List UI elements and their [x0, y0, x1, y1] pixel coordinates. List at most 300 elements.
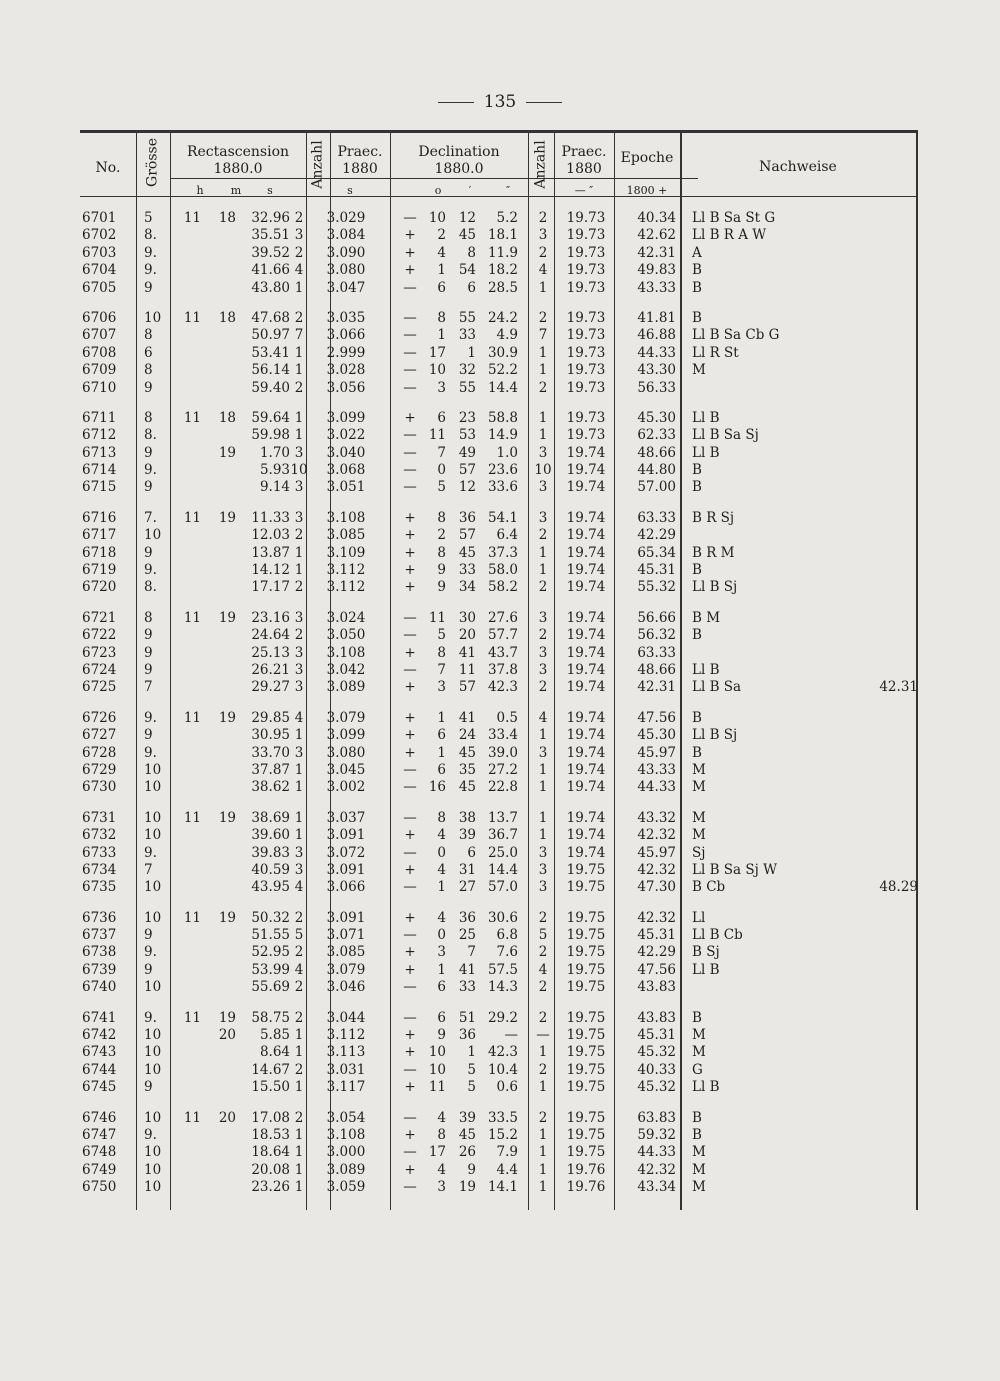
cell-epoch: 43.33	[637, 279, 676, 296]
table-row	[80, 979, 918, 996]
cell-star-number: 6701	[82, 210, 117, 226]
cell-dec-minutes: 55	[458, 309, 476, 326]
cell-star-number: 6722	[82, 627, 117, 644]
cell-dec-precession: 19.74	[566, 727, 606, 744]
cell-dec-sign: —	[403, 1179, 417, 1196]
cell-dec-degrees: 1	[437, 709, 446, 726]
cell-dec-count: 3	[538, 661, 548, 678]
cell-star-number: 6728	[82, 744, 117, 761]
cell-dec-degrees: 1	[437, 327, 446, 344]
cell-ra-count: 3	[294, 479, 304, 496]
cell-references: M	[692, 779, 706, 796]
cell-ra-seconds: 43.95	[251, 879, 290, 896]
cell-magnitude: 9.	[144, 944, 157, 961]
cell-dec-precession: 19.74	[566, 761, 606, 778]
cell-ra-precession: 3.051	[326, 479, 366, 496]
table-row	[80, 479, 918, 496]
cell-epoch: 45.32	[637, 1044, 676, 1061]
cell-dec-seconds: 7.9	[496, 1144, 518, 1161]
cell-ra-count: 3	[294, 744, 304, 761]
cell-dec-precession: 19.74	[566, 627, 606, 644]
cell-ra-minutes: 18	[218, 210, 236, 226]
cell-ra-count: 2	[294, 527, 304, 544]
cell-ra-seconds: 39.83	[251, 844, 290, 861]
cell-references: B	[692, 744, 702, 761]
cell-dec-precession: 19.75	[566, 909, 606, 926]
table-row	[80, 345, 918, 362]
cell-dec-count: 3	[538, 227, 548, 244]
page-number-dash-left	[438, 102, 474, 103]
cell-ra-seconds: 1.70	[259, 444, 290, 461]
cell-references: Ll B Sa Cb G	[692, 327, 780, 344]
cell-ra-precession: 3.071	[326, 927, 366, 944]
cell-ra-seconds: 38.62	[251, 779, 290, 796]
cell-dec-seconds: 1.0	[496, 444, 518, 461]
cell-dec-seconds: 7.6	[496, 944, 518, 961]
cell-magnitude: 9	[144, 1079, 153, 1096]
cell-ra-precession: 3.091	[326, 827, 366, 844]
cell-epoch: 43.30	[637, 362, 676, 379]
cell-ra-count: 7	[294, 327, 304, 344]
cell-dec-precession: 19.75	[566, 944, 606, 961]
cell-dec-count: 1	[538, 362, 548, 379]
header-dec-m: ′	[468, 184, 472, 197]
cell-dec-sign: —	[403, 344, 417, 361]
cell-dec-minutes: 7	[467, 944, 476, 961]
cell-dec-degrees: 8	[437, 509, 446, 526]
cell-dec-count: 3	[538, 844, 548, 861]
cell-ra-hours: 11	[183, 609, 201, 626]
cell-references: Ll B R A W	[692, 227, 767, 244]
cell-dec-precession: 19.73	[566, 309, 606, 326]
cell-magnitude: 9.	[144, 1126, 157, 1143]
cell-dec-minutes: 36	[458, 1027, 476, 1044]
header-dec-s: ″	[505, 184, 511, 197]
cell-dec-degrees: 8	[437, 1126, 446, 1143]
cell-ra-hours: 11	[183, 909, 201, 926]
cell-ra-count: 2	[294, 944, 304, 961]
cell-magnitude: 10	[144, 909, 162, 926]
cell-epoch: 43.33	[637, 761, 676, 778]
cell-star-number: 6724	[82, 661, 117, 678]
cell-ra-count: 3	[294, 644, 304, 661]
header-ra-s: s	[267, 184, 273, 197]
cell-dec-count: 2	[538, 379, 548, 396]
cell-dec-sign: —	[403, 210, 417, 226]
cell-dec-sign: +	[404, 961, 416, 978]
cell-references: M	[692, 827, 706, 844]
row-group	[80, 1110, 918, 1197]
cell-dec-degrees: 0	[437, 844, 446, 861]
cell-dec-precession: 19.75	[566, 1126, 606, 1143]
cell-dec-count: 1	[538, 1179, 548, 1196]
table-row	[80, 762, 918, 779]
cell-ra-seconds: 14.67	[251, 1061, 290, 1078]
cell-ra-count: 1	[294, 1044, 304, 1061]
cell-star-number: 6704	[82, 262, 117, 279]
cell-epoch: 42.29	[637, 944, 676, 961]
cell-dec-minutes: 57	[458, 462, 476, 479]
cell-references: B R Sj	[692, 509, 735, 526]
cell-dec-minutes: 41	[458, 644, 476, 661]
cell-dec-sign: —	[403, 1109, 417, 1126]
cell-star-number: 6721	[82, 609, 117, 626]
cell-dec-precession: 19.75	[566, 1079, 606, 1096]
cell-dec-seconds: 58.0	[487, 562, 518, 579]
cell-ra-count: 3	[294, 609, 304, 626]
cell-ra-count: 1	[294, 727, 304, 744]
cell-ra-precession: 3.112	[326, 562, 366, 579]
cell-dec-degrees: 7	[437, 661, 446, 678]
cell-dec-sign: +	[404, 709, 416, 726]
cell-dec-degrees: 4	[437, 1161, 446, 1178]
cell-dec-seconds: 14.1	[487, 1179, 518, 1196]
cell-dec-count: 1	[538, 544, 548, 561]
cell-ra-count: 3	[294, 444, 304, 461]
table-row	[80, 1179, 918, 1196]
cell-dec-minutes: 1	[467, 344, 476, 361]
cell-star-number: 6748	[82, 1144, 117, 1161]
cell-dec-sign: —	[403, 927, 417, 944]
cell-dec-minutes: 36	[458, 909, 476, 926]
cell-dec-minutes: 39	[458, 1109, 476, 1126]
cell-dec-seconds: 42.3	[487, 679, 518, 696]
cell-dec-sign: —	[403, 362, 417, 379]
cell-ra-count: 10	[290, 462, 308, 479]
header-praec: Praec.	[337, 144, 383, 160]
cell-epoch: 45.31	[637, 927, 676, 944]
cell-ra-precession: 3.028	[326, 362, 366, 379]
cell-ra-count: 2	[294, 1061, 304, 1078]
cell-dec-precession: 19.73	[566, 262, 606, 279]
cell-ra-precession: 3.091	[326, 909, 366, 926]
cell-ra-precession: 3.002	[326, 779, 366, 796]
cell-dec-degrees: 3	[437, 679, 446, 696]
cell-dec-sign: —	[403, 1061, 417, 1078]
cell-epoch: 47.56	[637, 961, 676, 978]
cell-star-number: 6703	[82, 244, 117, 261]
cell-dec-precession: 19.73	[566, 427, 606, 444]
table-row	[80, 610, 918, 627]
cell-ra-count: 1	[294, 544, 304, 561]
cell-epoch: 42.32	[637, 1161, 676, 1178]
cell-dec-count: 2	[538, 944, 548, 961]
cell-dec-precession: 19.73	[566, 409, 606, 426]
cell-ra-count: 2	[294, 1009, 304, 1026]
table-row	[80, 1144, 918, 1161]
cell-references: B	[692, 279, 702, 296]
cell-dec-minutes: 6	[467, 844, 476, 861]
table-row	[80, 262, 918, 279]
table-body	[80, 210, 918, 1210]
cell-dec-degrees: 11	[428, 1079, 446, 1096]
cell-dec-degrees: 10	[428, 362, 446, 379]
cell-star-number: 6729	[82, 761, 117, 778]
cell-ra-minutes: 19	[218, 509, 236, 526]
cell-dec-count: 1	[538, 727, 548, 744]
cell-references: B	[692, 1109, 702, 1126]
cell-star-number: 6727	[82, 727, 117, 744]
table-row	[80, 327, 918, 344]
cell-dec-precession: 19.74	[566, 527, 606, 544]
cell-dec-degrees: 2	[437, 527, 446, 544]
cell-epoch: 45.31	[637, 562, 676, 579]
cell-dec-sign: —	[403, 1009, 417, 1026]
cell-dec-sign: +	[404, 944, 416, 961]
cell-epoch: 43.32	[637, 809, 676, 826]
cell-magnitude: 9.	[144, 744, 157, 761]
cell-ra-seconds: 25.13	[251, 644, 290, 661]
cell-ra-seconds: 17.08	[251, 1109, 290, 1126]
cell-dec-sign: —	[403, 327, 417, 344]
cell-dec-sign: —	[403, 627, 417, 644]
cell-epoch: 47.30	[637, 879, 676, 896]
cell-dec-count: —	[536, 1027, 550, 1044]
table-row	[80, 579, 918, 596]
cell-dec-count: 1	[538, 409, 548, 426]
cell-dec-precession: 19.73	[566, 279, 606, 296]
cell-dec-minutes: 27	[458, 879, 476, 896]
cell-ra-count: 3	[294, 861, 304, 878]
cell-magnitude: 9	[144, 927, 153, 944]
cell-dec-degrees: 1	[437, 879, 446, 896]
cell-references: Ll B	[692, 961, 720, 978]
cell-references: Ll B	[692, 444, 720, 461]
cell-references: Ll B Sa Sj	[692, 427, 759, 444]
header-ra-m: m	[230, 184, 242, 197]
cell-dec-sign: —	[403, 462, 417, 479]
cell-magnitude: 9	[144, 544, 153, 561]
cell-references: Ll R St	[692, 344, 739, 361]
cell-star-number: 6740	[82, 979, 117, 996]
cell-references: M	[692, 1027, 706, 1044]
cell-ra-precession: 3.109	[326, 544, 366, 561]
row-group	[80, 910, 918, 997]
header-praec-2: Praec.	[561, 144, 607, 160]
cell-dec-precession: 19.74	[566, 844, 606, 861]
cell-dec-minutes: 57	[458, 679, 476, 696]
cell-magnitude: 10	[144, 809, 162, 826]
cell-dec-degrees: 7	[437, 444, 446, 461]
cell-ra-count: 2	[294, 379, 304, 396]
header-epoche-unit: 1800 +	[626, 184, 668, 197]
cell-magnitude: 9.	[144, 1009, 157, 1026]
cell-dec-sign: —	[403, 761, 417, 778]
cell-dec-precession: 19.74	[566, 562, 606, 579]
row-group	[80, 310, 918, 397]
cell-dec-count: 4	[538, 709, 548, 726]
cell-dec-count: 2	[538, 527, 548, 544]
cell-dec-minutes: 32	[458, 362, 476, 379]
cell-dec-minutes: 45	[458, 744, 476, 761]
cell-star-number: 6744	[82, 1061, 117, 1078]
cell-dec-degrees: 8	[437, 544, 446, 561]
cell-magnitude: 9.	[144, 844, 157, 861]
cell-dec-minutes: 39	[458, 827, 476, 844]
cell-ra-count: 3	[294, 509, 304, 526]
cell-dec-precession: 19.74	[566, 509, 606, 526]
cell-dec-precession: 19.73	[566, 244, 606, 261]
cell-dec-minutes: 38	[458, 809, 476, 826]
cell-ra-seconds: 33.70	[251, 744, 290, 761]
cell-star-number: 6738	[82, 944, 117, 961]
cell-ra-seconds: 24.64	[251, 627, 290, 644]
cell-star-number: 6742	[82, 1027, 117, 1044]
cell-dec-precession: 19.73	[566, 327, 606, 344]
cell-dec-precession: 19.74	[566, 709, 606, 726]
cell-star-number: 6707	[82, 327, 117, 344]
cell-ra-precession: 3.024	[326, 609, 366, 626]
cell-dec-degrees: 5	[437, 627, 446, 644]
table-row	[80, 879, 918, 896]
cell-epoch: 42.32	[637, 861, 676, 878]
cell-dec-seconds: 0.5	[496, 709, 518, 726]
cell-ra-minutes: 20	[218, 1109, 236, 1126]
cell-dec-minutes: 45	[458, 779, 476, 796]
cell-dec-degrees: 11	[428, 609, 446, 626]
cell-ra-precession: 3.089	[326, 679, 366, 696]
row-group	[80, 710, 918, 797]
cell-magnitude: 8.	[144, 579, 157, 596]
cell-epoch: 43.83	[637, 1009, 676, 1026]
cell-ra-precession: 3.084	[326, 227, 366, 244]
cell-dec-minutes: 45	[458, 1126, 476, 1143]
cell-dec-minutes: 20	[458, 627, 476, 644]
cell-ra-count: 1	[294, 279, 304, 296]
header-anzahl: Anzahl	[309, 140, 326, 189]
table-row	[80, 1010, 918, 1027]
cell-dec-seconds: 0.6	[496, 1079, 518, 1096]
row-group	[80, 510, 918, 597]
cell-dec-precession: 19.75	[566, 1009, 606, 1026]
cell-magnitude: 9.	[144, 709, 157, 726]
cell-references: B Cb	[692, 879, 726, 896]
cell-magnitude: 10	[144, 1179, 162, 1196]
cell-dec-count: 2	[538, 1009, 548, 1026]
cell-dec-degrees: 8	[437, 644, 446, 661]
cell-references: G	[692, 1061, 703, 1078]
cell-dec-sign: +	[404, 1079, 416, 1096]
cell-dec-minutes: 45	[458, 544, 476, 561]
star-catalogue-table	[80, 130, 918, 1210]
cell-dec-seconds: 14.4	[487, 379, 518, 396]
cell-epoch: 40.34	[637, 210, 676, 226]
cell-dec-seconds: 23.6	[487, 462, 518, 479]
cell-references: B	[692, 462, 702, 479]
cell-ra-precession: 3.079	[326, 709, 366, 726]
cell-dec-precession: 19.73	[566, 344, 606, 361]
cell-dec-sign: +	[404, 244, 416, 261]
cell-ra-precession: 3.066	[326, 879, 366, 896]
table-row	[80, 1127, 918, 1144]
cell-star-number: 6734	[82, 861, 117, 878]
cell-epoch: 63.33	[637, 644, 676, 661]
table-row	[80, 779, 918, 796]
cell-references: M	[692, 1044, 706, 1061]
cell-magnitude: 10	[144, 1161, 162, 1178]
cell-ra-seconds: 32.96	[251, 210, 290, 226]
cell-magnitude: 9.	[144, 262, 157, 279]
cell-dec-sign: +	[404, 861, 416, 878]
cell-ra-count: 1	[294, 761, 304, 778]
cell-magnitude: 8	[144, 609, 153, 626]
cell-magnitude: 8	[144, 409, 153, 426]
cell-dec-minutes: 12	[458, 210, 476, 226]
cell-dec-count: 3	[538, 744, 548, 761]
cell-star-number: 6718	[82, 544, 117, 561]
cell-dec-count: 2	[538, 1109, 548, 1126]
cell-dec-minutes: 19	[458, 1179, 476, 1196]
table-row	[80, 862, 918, 879]
cell-ra-count: 1	[294, 562, 304, 579]
cell-ra-minutes: 19	[218, 809, 236, 826]
cell-ra-precession: 3.042	[326, 661, 366, 678]
cell-dec-seconds: 27.6	[487, 609, 518, 626]
cell-dec-sign: +	[404, 562, 416, 579]
cell-dec-precession: 19.74	[566, 809, 606, 826]
cell-dec-minutes: 33	[458, 327, 476, 344]
table-row	[80, 662, 918, 679]
cell-star-number: 6732	[82, 827, 117, 844]
cell-dec-minutes: 11	[458, 661, 476, 678]
table-row	[80, 227, 918, 244]
cell-magnitude: 10	[144, 1109, 162, 1126]
cell-star-number: 6739	[82, 961, 117, 978]
cell-dec-minutes: 34	[458, 579, 476, 596]
table-row	[80, 462, 918, 479]
table-row	[80, 1027, 918, 1044]
cell-dec-seconds: 30.9	[487, 344, 518, 361]
cell-ra-precession: 3.112	[326, 1027, 366, 1044]
cell-epoch: 45.97	[637, 844, 676, 861]
cell-ra-count: 1	[294, 362, 304, 379]
cell-dec-precession: 19.75	[566, 1044, 606, 1061]
cell-magnitude: 9	[144, 661, 153, 678]
cell-dec-degrees: 2	[437, 227, 446, 244]
cell-dec-degrees: 9	[437, 1027, 446, 1044]
cell-margin-note: 48.29	[879, 879, 918, 896]
cell-dec-seconds: 52.2	[487, 362, 518, 379]
cell-references: M	[692, 1161, 706, 1178]
cell-ra-count: 4	[294, 709, 304, 726]
cell-dec-count: 2	[538, 309, 548, 326]
header-nachweise: Nachweise	[759, 159, 837, 175]
cell-ra-precession: 3.080	[326, 744, 366, 761]
cell-ra-count: 2	[294, 909, 304, 926]
cell-dec-count: 1	[538, 279, 548, 296]
cell-ra-seconds: 50.32	[251, 909, 290, 926]
cell-dec-precession: 19.75	[566, 879, 606, 896]
cell-magnitude: 10	[144, 527, 162, 544]
cell-dec-degrees: 3	[437, 379, 446, 396]
cell-dec-seconds: 37.3	[487, 544, 518, 561]
cell-dec-minutes: 23	[458, 409, 476, 426]
cell-dec-precession: 19.73	[566, 227, 606, 244]
table-row	[80, 745, 918, 762]
cell-references: M	[692, 1179, 706, 1196]
cell-epoch: 45.97	[637, 744, 676, 761]
cell-epoch: 48.66	[637, 661, 676, 678]
cell-dec-precession: 19.74	[566, 744, 606, 761]
row-group	[80, 410, 918, 497]
cell-ra-precession: 3.099	[326, 409, 366, 426]
cell-references: M	[692, 1144, 706, 1161]
cell-ra-seconds: 12.03	[251, 527, 290, 544]
cell-dec-count: 10	[534, 462, 552, 479]
cell-ra-precession: 3.044	[326, 1009, 366, 1026]
table-row	[80, 845, 918, 862]
cell-ra-seconds: 13.87	[251, 544, 290, 561]
